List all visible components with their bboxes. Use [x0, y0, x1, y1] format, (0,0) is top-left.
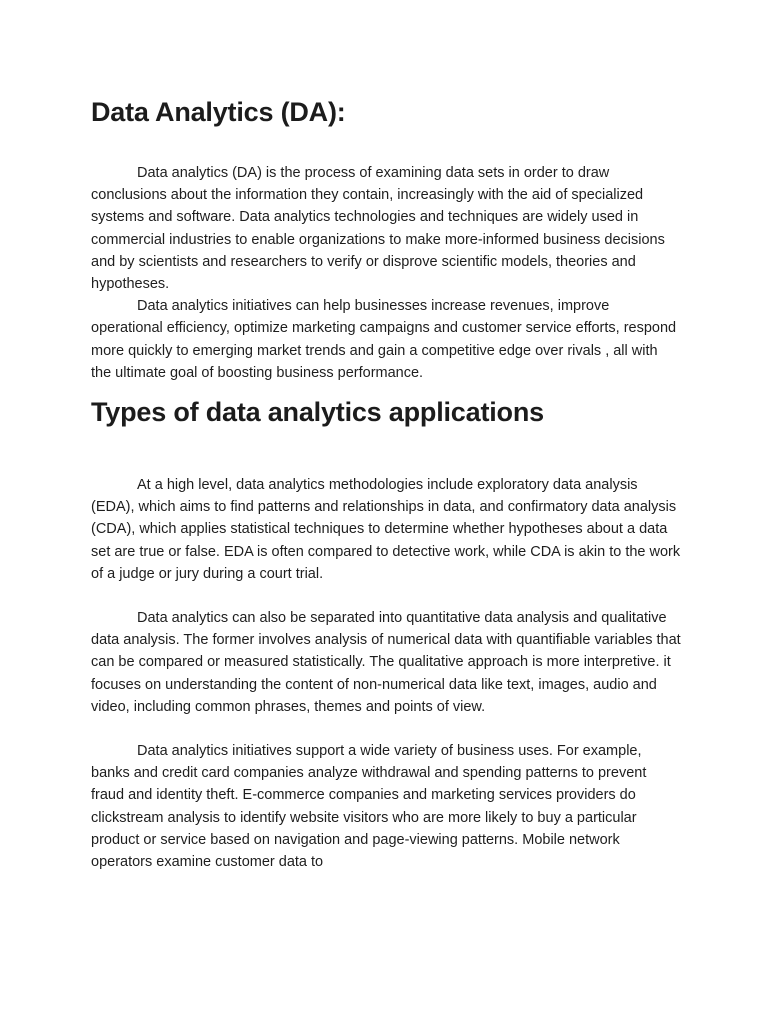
- section-heading-types: Types of data analytics applications: [91, 397, 544, 428]
- spacer: [91, 430, 681, 474]
- spacer: [91, 718, 681, 740]
- paragraph-business-uses: Data analytics initiatives support a wide variety of business uses. For example, banks and credit card companies analyze withdrawal and spending patterns to prevent fraud and identity theft. E-commerce companies and marketing services providers do clickstream analysis to identify website visitors who are more likely to buy a particular product or service based on navigation and page-viewing patterns. Mobile network operators examine customer data to: [91, 743, 647, 871]
- paragraph-eda-cda: At a high level, data analytics methodologies include exploratory data analysis (EDA), which aims to find patterns and relationships in data, and confirmatory data analysis (CDA), which applies statistical techniques to determine whether hypotheses about a data set are true or false. EDA is often compared to detective work, while CDA is akin to the work of a judge or jury during a court trial.: [91, 477, 681, 582]
- document-body: [91, 94, 681, 873]
- paragraph-quantitative-qualitative: Data analytics can also be separated into quantitative data analysis and qualitative data analysis. The former involves analysis of numerical data with quantifiable variables that can be compared or measured statistically. The qualitative approach is more interpretive. it focuses on understanding the content of non-numerical data like text, images, audio and video, including common phrases, themes and points of view.: [91, 610, 681, 715]
- paragraph-da-definition: Data analytics (DA) is the process of examining data sets in order to draw conclusions about the information they contain, increasingly with the aid of specialized systems and software. Data analytics technologies and techniques are widely used in commercial industries to enable organizations to make more-informed business decisions and by scientists and researchers to verify or disprove scientific models, theories and hypotheses.: [91, 165, 665, 293]
- section-heading-data-analytics: Data Analytics (DA):: [91, 97, 346, 127]
- paragraph-da-initiatives: Data analytics initiatives can help businesses increase revenues, improve operational efficiency, optimize marketing campaigns and customer service efforts, respond more quickly to emerging market trends and gain a competitive edge over rivals , all with the ultimate goal of boosting business performance.: [91, 298, 677, 381]
- spacer: [91, 585, 681, 607]
- spacer: [91, 130, 681, 162]
- spacer: [91, 384, 681, 394]
